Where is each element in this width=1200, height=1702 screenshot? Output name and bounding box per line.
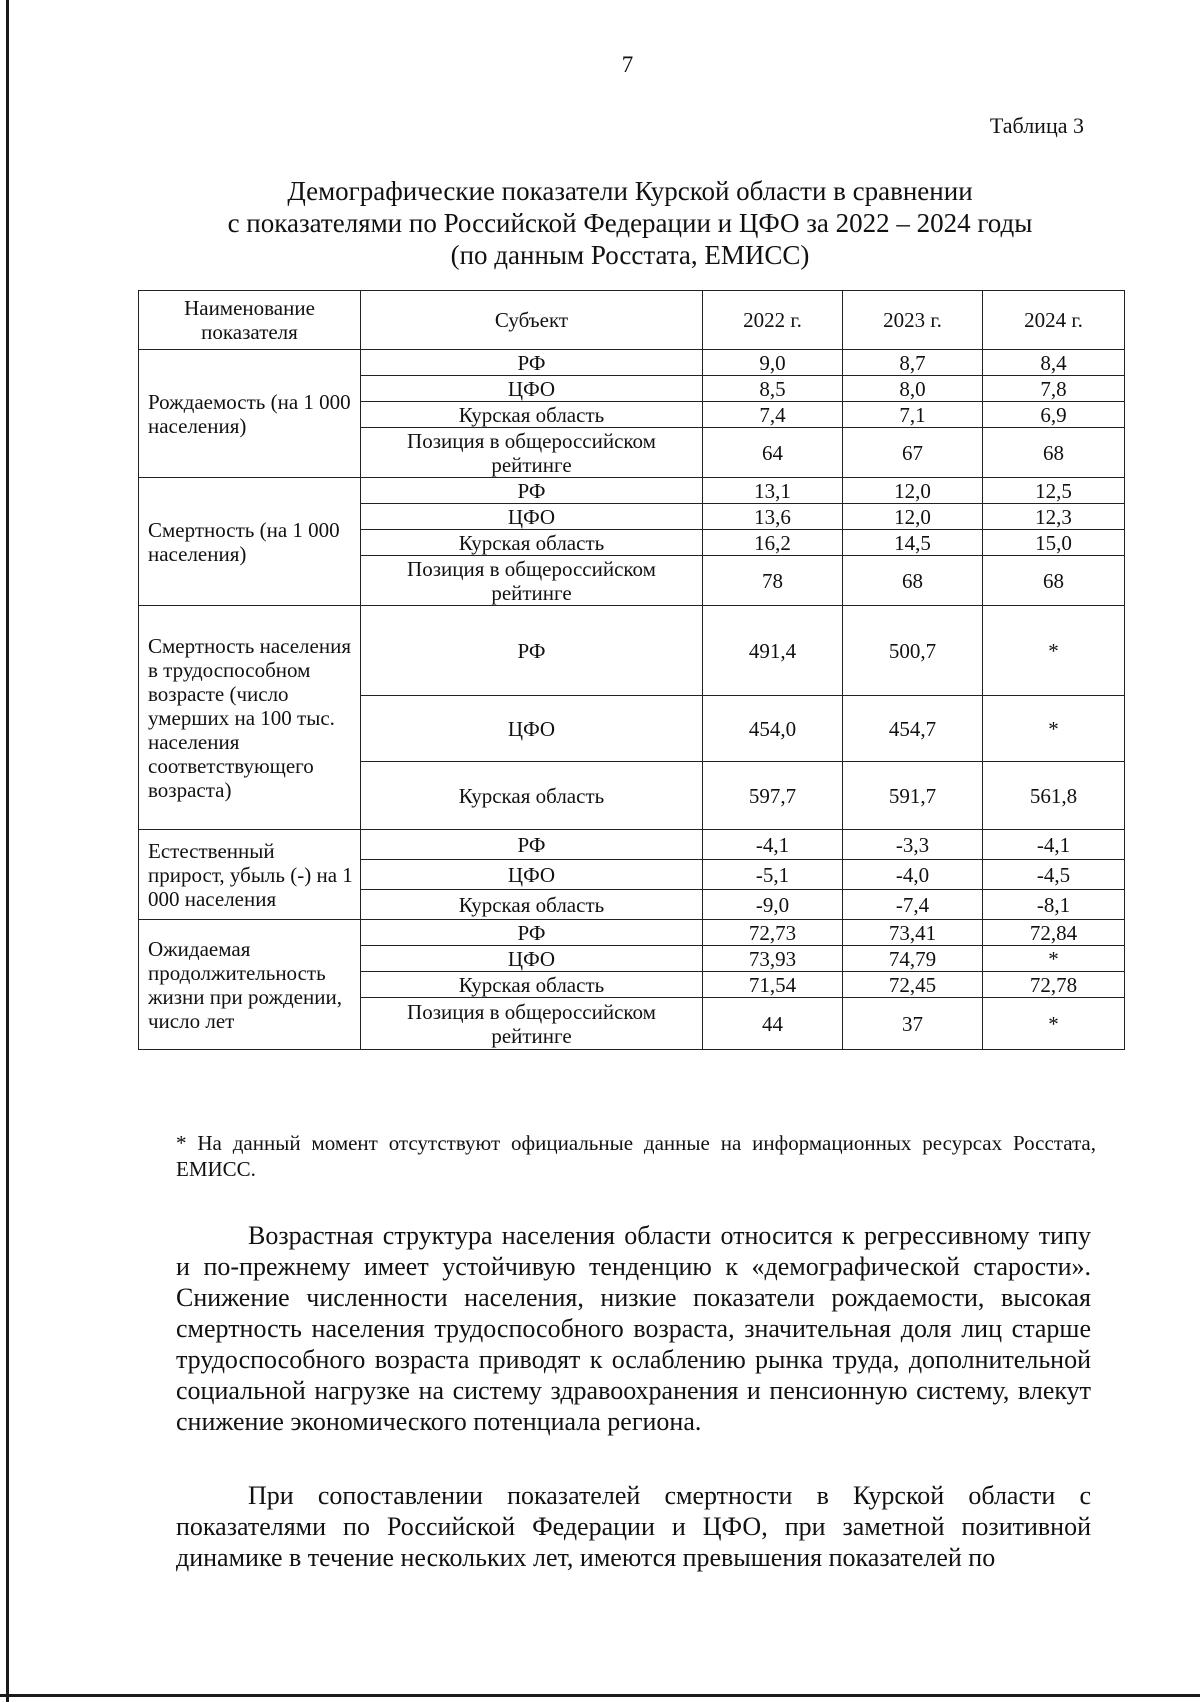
value-cell: 7,1 bbox=[843, 402, 983, 428]
body-paragraph: Возрастная структура населения области относится к регрессивному типу и по-прежнему имеет устойчивую тенденцию к «демографической старости». Снижение численности населения, низкие показатели рождаемости, высокая смертность населения трудоспособного возраста, значительная доля лиц старше трудоспособного возраста приводят к ослаблению рынка труда, дополнительной социальной нагрузке на систему здравоохранения и пенсионную систему, влекут снижение экономического потенциала региона. bbox=[176, 1221, 1091, 1436]
table-caption: Таблица 3 bbox=[989, 113, 1084, 138]
subject-cell: ЦФО bbox=[361, 376, 703, 402]
value-cell: 15,0 bbox=[983, 530, 1125, 556]
value-cell: 13,1 bbox=[703, 478, 843, 504]
table-body bbox=[139, 350, 1125, 1050]
value-cell: 44 bbox=[703, 998, 843, 1050]
value-cell: 73,41 bbox=[843, 920, 983, 946]
value-cell: 16,2 bbox=[703, 530, 843, 556]
value-cell: * bbox=[983, 696, 1125, 762]
subject-cell: Позиция в общероссийском рейтинге bbox=[361, 998, 703, 1050]
subject-cell: ЦФО bbox=[361, 860, 703, 890]
subject-cell: Позиция в общероссийском рейтинге bbox=[361, 428, 703, 478]
subject-cell: РФ bbox=[361, 350, 703, 376]
value-cell: 71,54 bbox=[703, 972, 843, 998]
value-cell: * bbox=[983, 606, 1125, 696]
value-cell: 12,3 bbox=[983, 504, 1125, 530]
table-row bbox=[139, 350, 1125, 376]
subject-cell: Курская область bbox=[361, 890, 703, 920]
table-row bbox=[139, 920, 1125, 946]
indicator-cell: Естественный прирост, убыль (-) на 1 000 населения bbox=[139, 830, 361, 920]
value-cell: -5,1 bbox=[703, 860, 843, 890]
indicator-cell: Ожидаемая продолжительность жизни при рождении, число лет bbox=[139, 920, 361, 1050]
value-cell: -7,4 bbox=[843, 890, 983, 920]
value-cell: * bbox=[983, 946, 1125, 972]
value-cell: 454,7 bbox=[843, 696, 983, 762]
value-cell: -4,0 bbox=[843, 860, 983, 890]
value-cell: 8,7 bbox=[843, 350, 983, 376]
value-cell: -3,3 bbox=[843, 830, 983, 860]
page-number: 7 bbox=[621, 52, 634, 77]
header-year-2023: 2023 г. bbox=[843, 291, 983, 350]
value-cell: 561,8 bbox=[983, 762, 1125, 830]
value-cell: 12,0 bbox=[843, 504, 983, 530]
subject-cell: ЦФО bbox=[361, 696, 703, 762]
table-row bbox=[139, 606, 1125, 696]
value-cell: 14,5 bbox=[843, 530, 983, 556]
value-cell: -8,1 bbox=[983, 890, 1125, 920]
value-cell: 74,79 bbox=[843, 946, 983, 972]
table-row bbox=[139, 478, 1125, 504]
indicator-cell: Смертность населения в трудоспособном возрасте (число умерших на 100 тыс. населения соответствующего возраста) bbox=[139, 606, 361, 830]
demographics-table bbox=[138, 290, 1125, 1050]
value-cell: 72,78 bbox=[983, 972, 1125, 998]
value-cell: -4,5 bbox=[983, 860, 1125, 890]
header-year-2022: 2022 г. bbox=[703, 291, 843, 350]
value-cell: 500,7 bbox=[843, 606, 983, 696]
value-cell: 68 bbox=[843, 556, 983, 606]
subject-cell: Позиция в общероссийском рейтинге bbox=[361, 556, 703, 606]
value-cell: 67 bbox=[843, 428, 983, 478]
value-cell: 68 bbox=[983, 428, 1125, 478]
indicator-cell: Рождаемость (на 1 000 населения) bbox=[139, 350, 361, 478]
value-cell: 7,8 bbox=[983, 376, 1125, 402]
value-cell: 9,0 bbox=[703, 350, 843, 376]
table-title bbox=[140, 175, 1120, 271]
value-cell: 491,4 bbox=[703, 606, 843, 696]
subject-cell: ЦФО bbox=[361, 504, 703, 530]
header-year-2024: 2024 г. bbox=[983, 291, 1125, 350]
value-cell: 597,7 bbox=[703, 762, 843, 830]
value-cell: 8,0 bbox=[843, 376, 983, 402]
subject-cell: РФ bbox=[361, 478, 703, 504]
header-indicator: Наименование показателя bbox=[139, 291, 361, 350]
scan-edge-left bbox=[6, 0, 9, 1702]
value-cell: 68 bbox=[983, 556, 1125, 606]
title-line: Демографические показатели Курской области в сравнении bbox=[287, 176, 973, 206]
value-cell: 7,4 bbox=[703, 402, 843, 428]
subject-cell: Курская область bbox=[361, 972, 703, 998]
subject-cell: ЦФО bbox=[361, 946, 703, 972]
subject-cell: РФ bbox=[361, 606, 703, 696]
title-line: (по данным Росстата, ЕМИСС) bbox=[450, 240, 810, 270]
value-cell: 454,0 bbox=[703, 696, 843, 762]
subject-cell: РФ bbox=[361, 920, 703, 946]
scan-edge-bottom bbox=[0, 1694, 1200, 1697]
value-cell: 72,73 bbox=[703, 920, 843, 946]
subject-cell: РФ bbox=[361, 830, 703, 860]
value-cell: 72,84 bbox=[983, 920, 1125, 946]
indicator-cell: Смертность (на 1 000 населения) bbox=[139, 478, 361, 606]
subject-cell: Курская область bbox=[361, 402, 703, 428]
value-cell: -9,0 bbox=[703, 890, 843, 920]
value-cell: -4,1 bbox=[983, 830, 1125, 860]
header-subject: Субъект bbox=[361, 291, 703, 350]
subject-cell: Курская область bbox=[361, 762, 703, 830]
value-cell: 12,5 bbox=[983, 478, 1125, 504]
body-paragraph: При сопоставлении показателей смертности в Курской области с показателями по Российской Федерации и ЦФО, при заметной позитивной динамике в течение нескольких лет, имеются превышения показателей по bbox=[176, 1481, 1091, 1572]
value-cell: 37 bbox=[843, 998, 983, 1050]
value-cell: * bbox=[983, 998, 1125, 1050]
title-line: с показателями по Российской Федерации и ЦФО за 2022 – 2024 годы bbox=[227, 208, 1033, 238]
value-cell: 72,45 bbox=[843, 972, 983, 998]
value-cell: 13,6 bbox=[703, 504, 843, 530]
table-header-row bbox=[139, 291, 1125, 350]
value-cell: 12,0 bbox=[843, 478, 983, 504]
subject-cell: Курская область bbox=[361, 530, 703, 556]
value-cell: 78 bbox=[703, 556, 843, 606]
value-cell: 591,7 bbox=[843, 762, 983, 830]
table-row bbox=[139, 830, 1125, 860]
value-cell: -4,1 bbox=[703, 830, 843, 860]
value-cell: 73,93 bbox=[703, 946, 843, 972]
value-cell: 6,9 bbox=[983, 402, 1125, 428]
footnote: * На данный момент отсутствуют официальные данные на информационных ресурсах Росстата, ЕМИСС. bbox=[176, 1131, 1096, 1181]
value-cell: 8,5 bbox=[703, 376, 843, 402]
value-cell: 64 bbox=[703, 428, 843, 478]
value-cell: 8,4 bbox=[983, 350, 1125, 376]
